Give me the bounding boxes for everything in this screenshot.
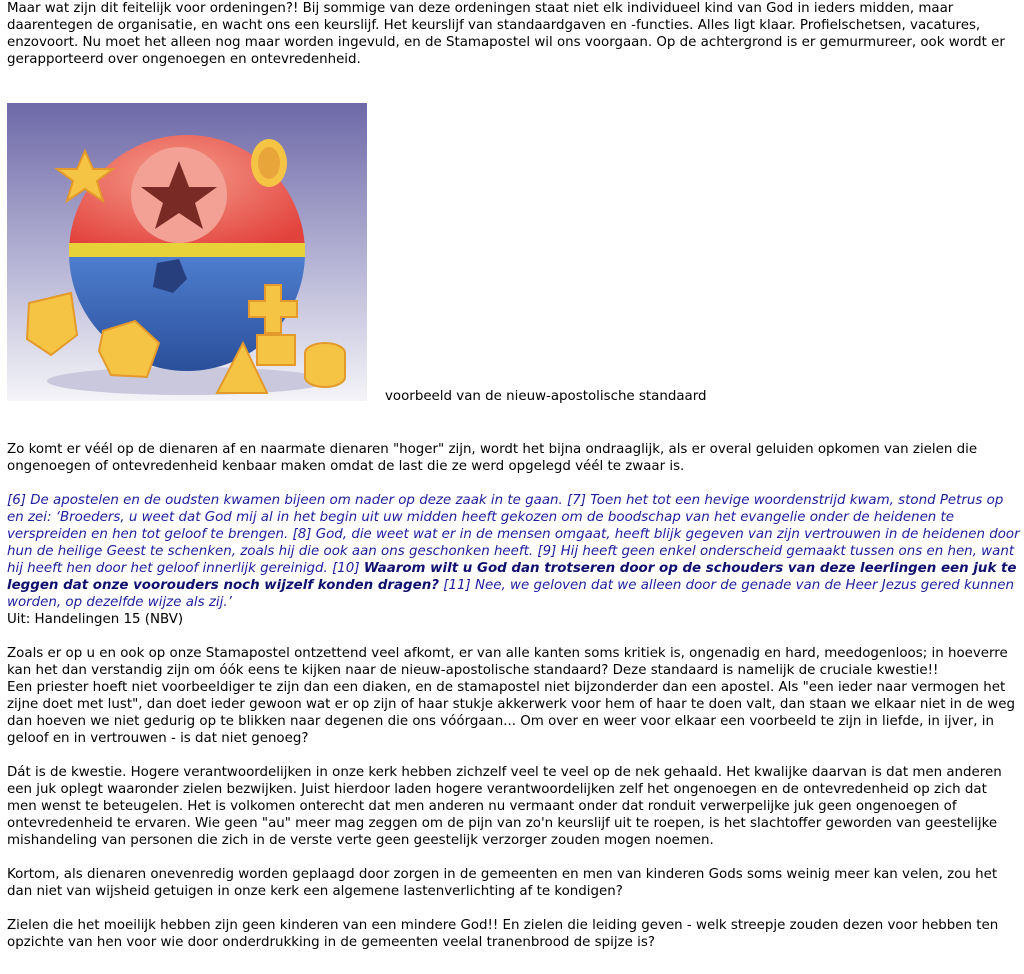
text-line: dan niet van wijsheid getuigen in onze kerk een algemene lastenverlichting af te kondigen? <box>7 884 623 899</box>
text-line: gerapporteerd over ongenoegen en ontevredenheid. <box>7 52 361 67</box>
bible-quote <box>7 492 1024 611</box>
quote-emphasis: leggen dat onze voorouders noch wijzelf konden dragen? <box>7 578 440 593</box>
text-line: ongenoegen of ontevredenheid kenbaar maken omdat de last die ze werd opgelegd véél te zwaar is. <box>7 459 685 474</box>
shape-sorter-toy-image <box>7 103 367 401</box>
text-line: Een priester hoeft niet voorbeeldiger te zijn dan een diaken, en de stamapostel niet bijzonderder dan een apostel. Als "een ieder naar vermogen het <box>7 680 1006 695</box>
text-line: Zielen die het moeilijk hebben zijn geen kinderen van een mindere God!! En zielen die leiding geven - welk streepje zouden dezen voor hebben ten <box>7 918 999 933</box>
paragraph-4 <box>7 764 1024 849</box>
quote-line <box>7 577 1024 594</box>
quote-text: [11] Nee, we geloven dat we alleen door de genade van de Heer Jezus gered kunnen <box>439 578 1014 593</box>
paragraph-5 <box>7 866 1024 900</box>
figure-caption: voorbeeld van de nieuw-apostolische standaard <box>385 389 707 404</box>
quote-line: en zei: ‘Broeders, u weet dat God mij al in het begin uit uw midden heeft gekozen om de boodschap van het evangelie onder de heidenen te <box>7 510 955 525</box>
quote-line: worden, op dezelfde wijze als zij.’ <box>7 595 232 610</box>
quote-line: [6] De apostelen en de oudsten kwamen bijeen om nader op deze zaak in te gaan. [7] Toen het tot een hevige woordenstrijd kwam, stond Petrus op <box>7 493 1004 508</box>
quote-line <box>7 560 1024 577</box>
text-line: daarentegen de organisatie, en wacht ons een keurslijf. Het keurslijf van standaardgaven en -functies. Alles ligt klaar. Profielschetsen, vacatures, <box>7 18 981 33</box>
quote-text: hij heeft hen door het geloof innerlijk gereinigd. [10] <box>7 561 364 576</box>
quote-emphasis: Waarom wilt u God dan trotseren door op de schouders van deze leerlingen een juk te <box>363 561 1017 576</box>
paragraph-3 <box>7 645 1024 747</box>
text-line: men wenst te beteugelen. Het is volkomen onterecht dat men anderen nu vermaant onder dat ronduit verwerpelijke juk geen ongenoegen of <box>7 799 957 814</box>
text-line: Kortom, als dienaren onevenredig worden geplaagd door zorgen in de gemeenten en men van kinderen Gods soms weinig meer kan velen, zou het <box>7 867 998 882</box>
text-line: Zo komt er véél op de dienaren af en naarmate dienaren "hoger" zijn, wordt het bijna ondraaglijk, als er overal geluiden opkomen van zielen die <box>7 442 978 457</box>
text-line: Maar wat zijn dit feitelijk voor ordeningen?! Bij sommige van deze ordeningen staat niet elk individueel kind van God in ieders midden, maar <box>7 1 954 16</box>
quote-line: hun de heilige Geest te schenken, zoals hij die ook aan ons geschonken heeft. [9] Hij heeft geen enkel onderscheid gemaakt tussen ons en hen, want <box>7 544 1015 559</box>
paragraph-2 <box>7 441 1024 475</box>
figure <box>7 103 1024 404</box>
text-line: geloof en in vertrouwen - is dat niet genoeg? <box>7 731 309 746</box>
text-line: ontevredenheid te ervaren. Wie geen "au" meer mag zeggen om de pijn van zo'n keurslijf uit te roepen, is het slachtoffer geworden van geestelijke <box>7 816 998 831</box>
text-line: kan het dan verstandig zijn om óók eens te kijken naar de nieuw-apostolische standaard? Deze standaard is namelijk de cruciale kwestie!! <box>7 663 939 678</box>
text-line: Dát is de kwestie. Hogere verantwoordelijken in onze kerk hebben zichzelf veel te veel op de nek gehaald. Het kwalijke daarvan is dat men anderen <box>7 765 1002 780</box>
text-line: een juk oplegt waaronder zielen bezwijken. Juist hierdoor laden hogere verantwoordelijken zelf het ongenoegen en de ontevredenheid op zich dat <box>7 782 987 797</box>
text-line: mishandeling van personen die zich in de verste verte geen geestelijk verzorger zouden mogen noemen. <box>7 833 714 848</box>
intro-paragraph <box>7 0 1024 68</box>
quote-source: Uit: Handelingen 15 (NBV) <box>7 612 184 627</box>
text-line: enzovoort. Nu moet het alleen nog maar worden ingevuld, en de Stamapostel wil ons voorgaan. Op de achtergrond is er gemurmureer, ook wordt er <box>7 35 1005 50</box>
quote-line: verspreiden en hen tot geloof te brengen. [8] God, die weet wat er in de mensen omgaat, heeft blijk gegeven van zijn vertrouwen in de heidenen door <box>7 527 1020 542</box>
paragraph-6 <box>7 917 1024 951</box>
text-line: zijne doet met lust", dan doet ieder gewoon wat er op zijn of haar stukje akkerwerk voor hem of haar te doen valt, dan staan we elkaar niet in de weg <box>7 697 1015 712</box>
text-line: dan hoeven we niet gedurig op te blikken naar degenen die ons vóórgaan... Om over en weer voor elkaar een voorbeeld te zijn in liefde, in ijver, in <box>7 714 994 729</box>
text-line: Zoals er op u en ook op onze Stamapostel ontzettend veel afkomt, er van alle kanten soms kritiek is, ongenadig en hard, meedogenloos; in hoeverre <box>7 646 1008 661</box>
text-line: opzichte van hen voor wie door onderdrukking in de gemeenten veelal tranenbrood de spijze is? <box>7 935 655 950</box>
